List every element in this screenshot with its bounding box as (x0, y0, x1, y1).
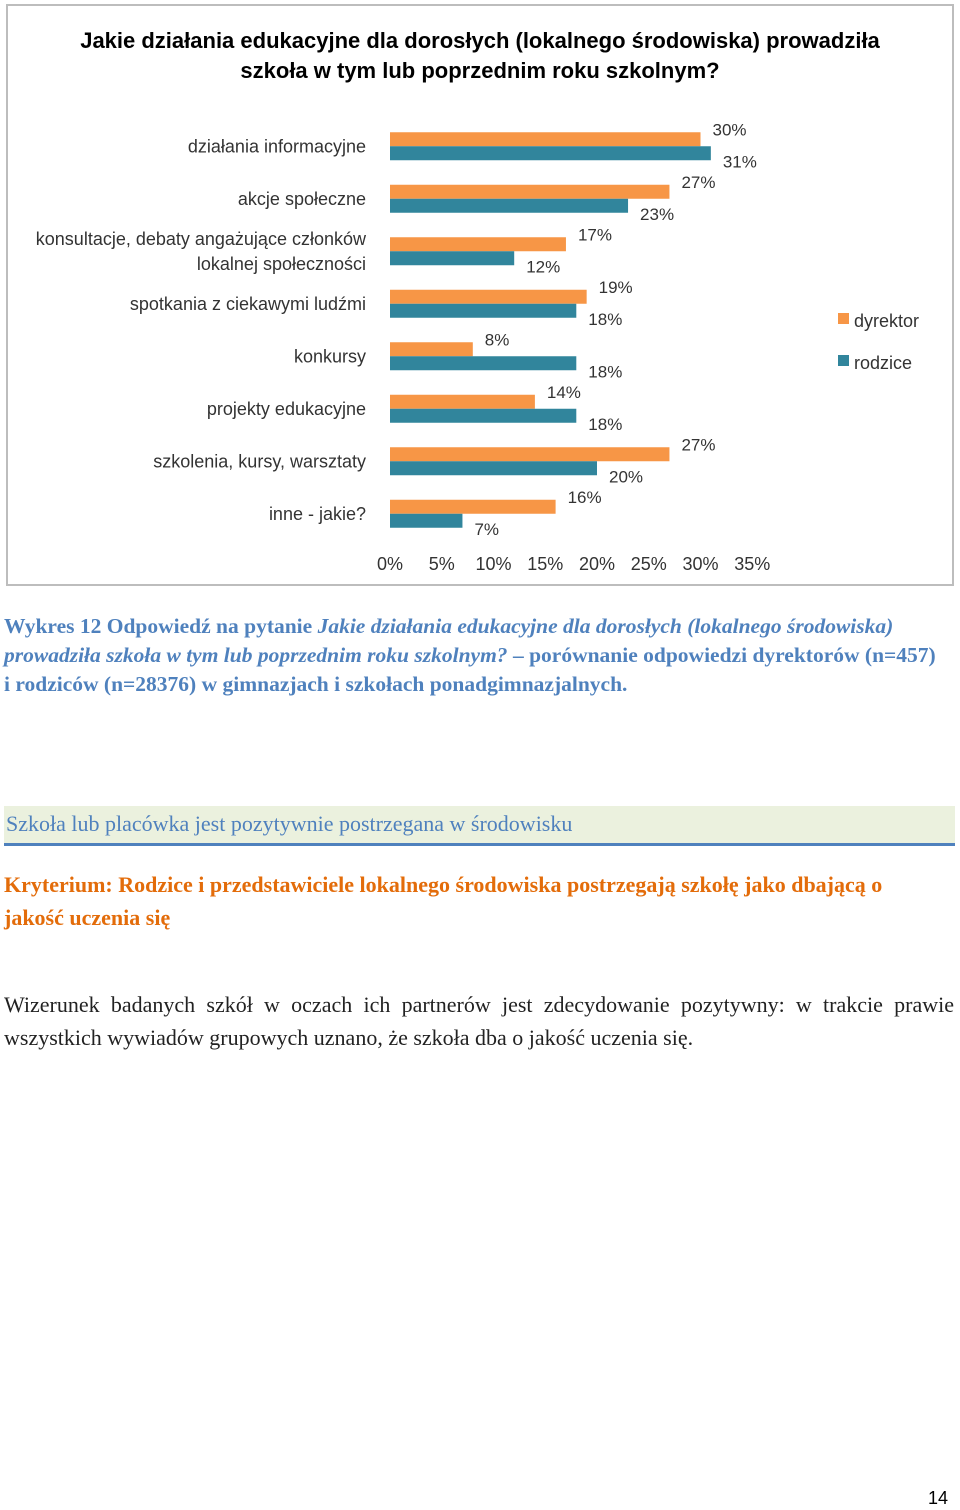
bar-rodzice (390, 304, 576, 318)
data-label-rodzice: 20% (609, 467, 644, 487)
chart-title: Jakie działania edukacyjne dla dorosłych (lokalnego środowiska) prowadziła szkoła w tym lub poprzednim roku szkolnym? (80, 28, 880, 83)
category-label: szkolenia, kursy, warsztaty (153, 451, 366, 472)
bar-rodzice (390, 409, 576, 423)
legend-swatch-rodzice (838, 355, 849, 366)
category-label: spotkania z ciekawymi ludźmi (129, 293, 366, 314)
criterion-text: Kryterium: Rodzice i przedstawiciele lokalnego środowiska postrzegają szkołę jako dbającą o jakość uczenia się (4, 872, 883, 930)
caption-prefix: Wykres 12 Odpowiedź na pytanie (4, 614, 318, 638)
data-label-dyrektor: 8% (484, 330, 510, 350)
section-heading: Szkoła lub placówka jest pozytywnie postrzegana w środowisku (4, 806, 955, 846)
data-label-rodzice: 31% (722, 152, 757, 172)
bar-dyrektor (390, 132, 701, 146)
category-label: konsultacje, debaty angażujące członków (35, 228, 366, 249)
data-label-rodzice: 18% (588, 414, 623, 434)
category-label: projekty edukacyjne (206, 398, 366, 419)
body-paragraph: Wizerunek badanych szkół w oczach ich partnerów jest zdecydowanie pozytywny: w trakcie prawie wszystkich wywiadów grupowych uznano, że szkoła dba o jakość uczenia się. (4, 992, 954, 1050)
data-label-dyrektor: 14% (546, 382, 581, 402)
x-tick-label: 20% (578, 554, 616, 574)
bar-rodzice (390, 251, 514, 265)
data-label-rodzice: 12% (526, 257, 561, 277)
legend-label: dyrektor (854, 311, 920, 331)
x-tick-label: 10% (475, 554, 512, 574)
data-label-dyrektor: 27% (681, 435, 716, 455)
category-label: konkursy (293, 346, 366, 367)
x-tick-label: 35% (734, 554, 771, 574)
page-number: 14 (928, 1488, 949, 1508)
bar-dyrektor (390, 290, 587, 304)
category-label: inne - jakie? (268, 503, 366, 524)
bar-dyrektor (390, 500, 556, 514)
data-label-dyrektor: 17% (577, 225, 612, 245)
bar-chart (0, 0, 960, 600)
caption-question: Jakie działania edukacyjne dla dorosłych (lokalnego środowiska) prowadziła szkoła w tym lub poprzednim roku szkolnym? (4, 614, 894, 667)
category-label: akcje społeczne (237, 188, 366, 209)
data-label-dyrektor: 30% (712, 120, 747, 140)
bar-rodzice (390, 514, 462, 528)
bar-dyrektor (390, 395, 535, 409)
data-label-rodzice: 7% (474, 519, 500, 539)
category-label: lokalnej społeczności (196, 253, 366, 274)
bar-rodzice (390, 461, 597, 475)
bar-dyrektor (390, 447, 669, 461)
bar-rodzice (390, 199, 628, 213)
category-label: działania informacyjne (187, 136, 366, 157)
data-label-rodzice: 18% (588, 362, 623, 382)
x-tick-label: 30% (682, 554, 719, 574)
data-label-rodzice: 23% (640, 204, 675, 224)
bar-dyrektor (390, 237, 566, 251)
bar-dyrektor (390, 185, 669, 199)
bar-rodzice (390, 146, 711, 160)
data-label-dyrektor: 19% (598, 277, 633, 297)
caption-suffix: – porównanie odpowiedzi dyrektorów (n=457) i rodziców (n=28376) w gimnazjach i szkołach ponadgimnazjalnych. (4, 643, 936, 696)
data-label-rodzice: 18% (588, 309, 623, 329)
x-tick-label: 0% (376, 554, 404, 574)
legend-swatch-dyrektor (838, 313, 849, 324)
bar-dyrektor (390, 342, 473, 356)
x-tick-label: 25% (630, 554, 667, 574)
x-tick-label: 5% (428, 554, 455, 574)
x-tick-label: 15% (527, 554, 564, 574)
data-label-dyrektor: 27% (681, 172, 716, 192)
figure-caption (4, 612, 944, 699)
legend-label: rodzice (854, 353, 913, 373)
bar-rodzice (390, 356, 576, 370)
data-label-dyrektor: 16% (567, 487, 602, 507)
